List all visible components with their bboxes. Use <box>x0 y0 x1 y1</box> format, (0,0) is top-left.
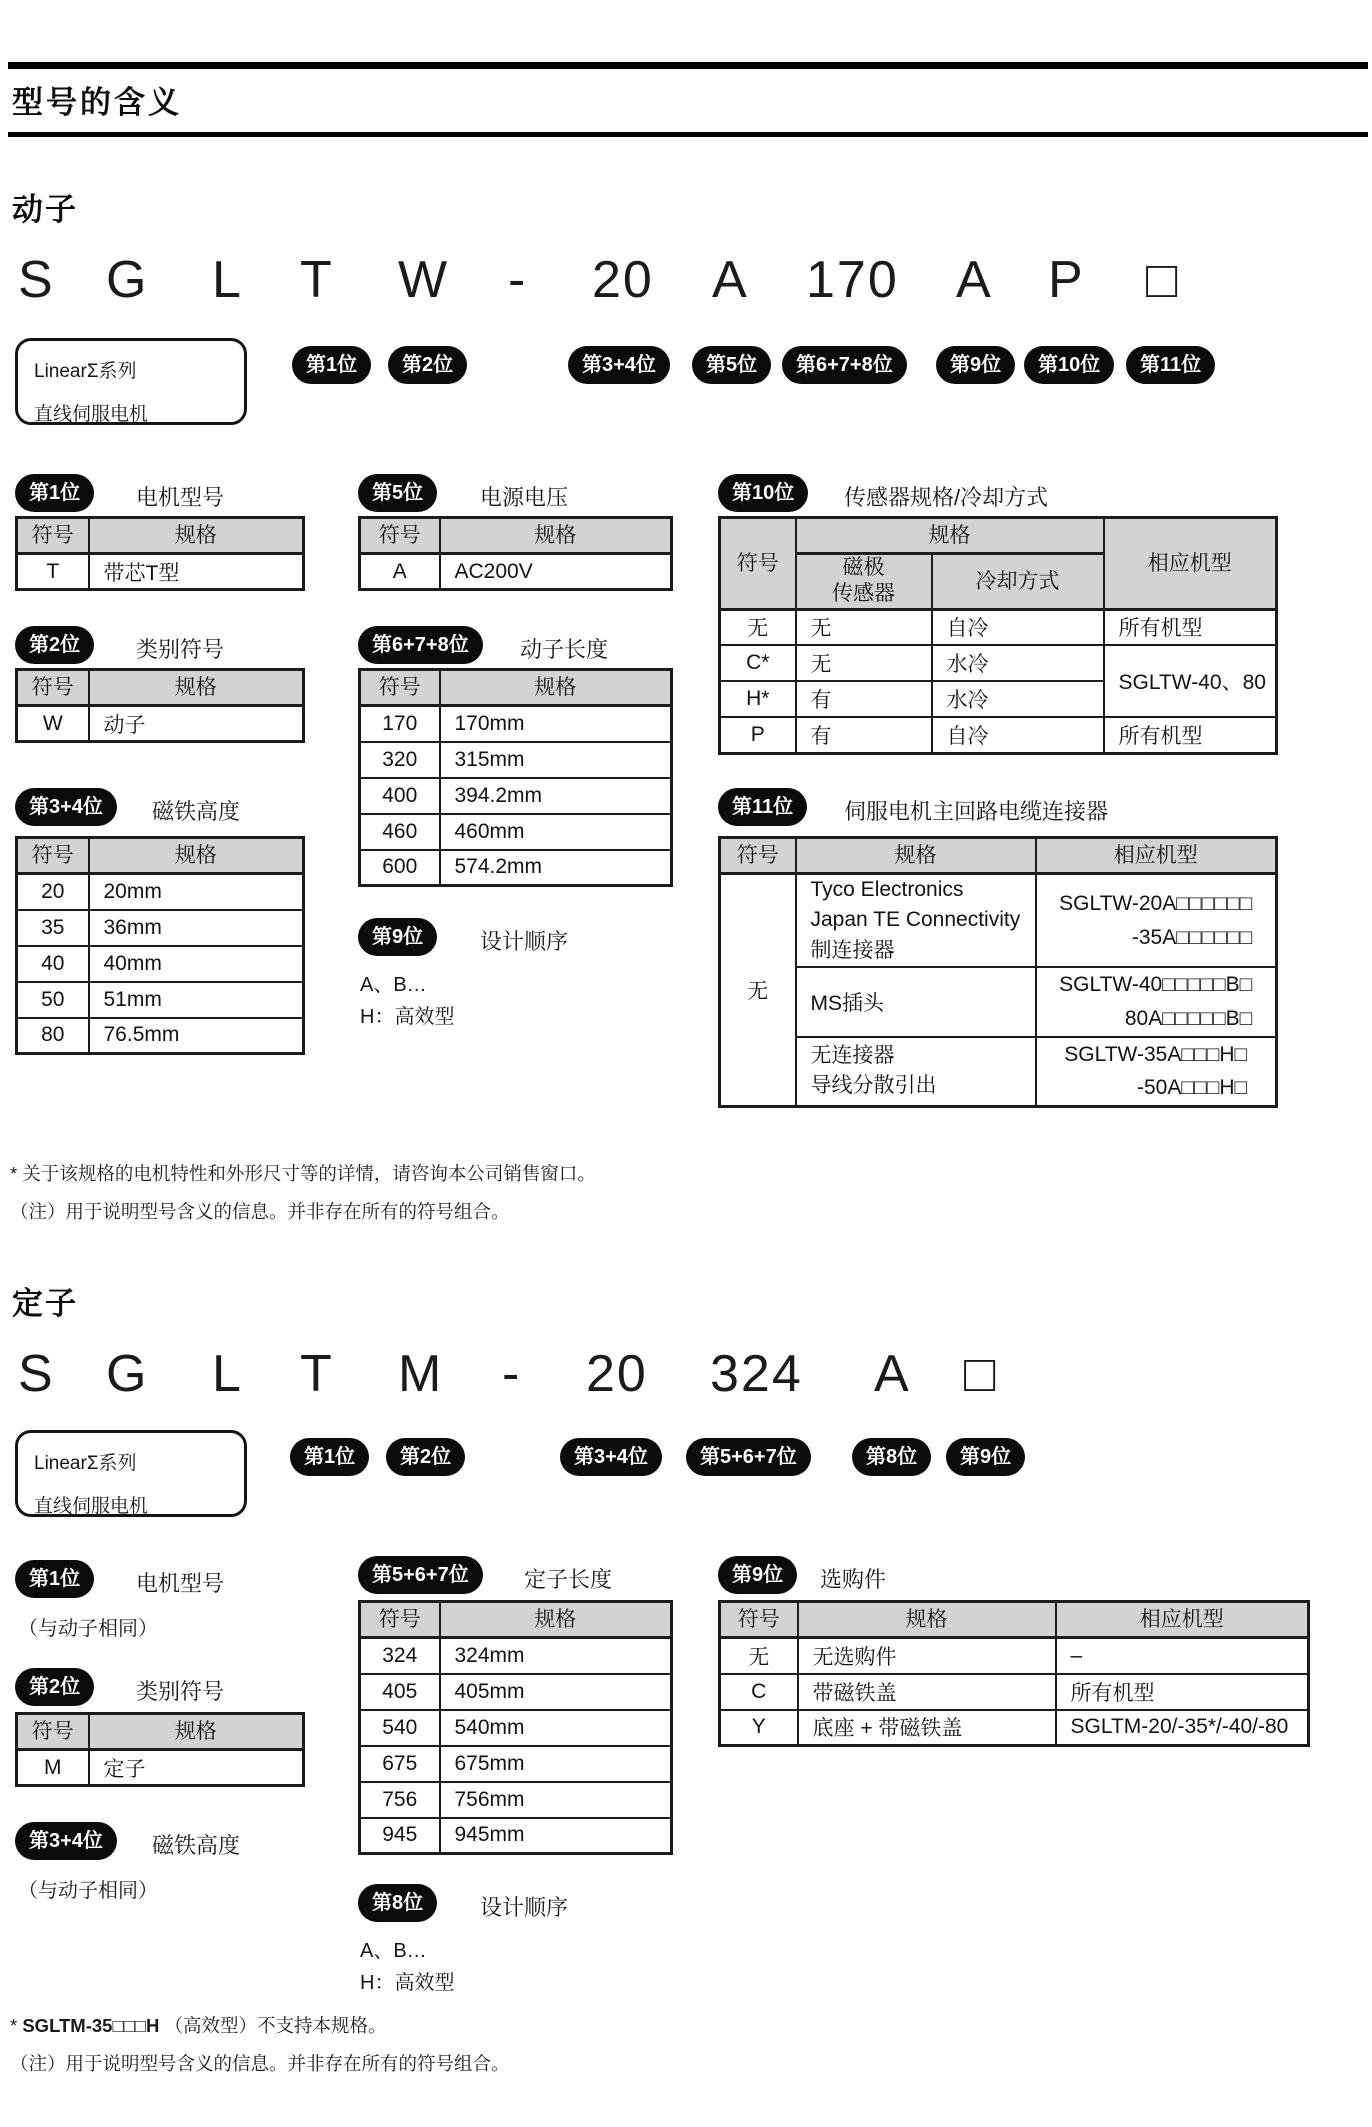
cell-spec: AC200V <box>440 554 672 590</box>
cell-spec: 定子 <box>89 1750 304 1786</box>
table-row <box>720 838 1277 874</box>
table-row <box>360 1818 672 1854</box>
cell-sym: 20 <box>17 874 89 910</box>
model-line: -50A□□□H□ <box>1136 1076 1248 1100</box>
cell-sensor: 无 <box>796 609 932 645</box>
cell-spec: 315mm <box>440 742 672 778</box>
sec-badge-digit1: 第1位 <box>15 1560 94 1598</box>
mover-model-char: L <box>212 251 243 309</box>
cell-spec <box>796 874 1036 968</box>
cell-sym: 35 <box>17 910 89 946</box>
badge-digit6-7-8: 第6+7+8位 <box>782 346 907 384</box>
stator-model-char: M <box>398 1345 444 1403</box>
table-row <box>17 706 304 742</box>
cell-spec: 40mm <box>89 946 304 982</box>
page-header <box>8 62 1368 137</box>
badge-digit5: 第5位 <box>692 346 771 384</box>
cell-sym: T <box>17 554 89 590</box>
cell-cooling: 水冷 <box>932 645 1104 681</box>
cell-cooling: 自冷 <box>932 609 1104 645</box>
table-row <box>17 1750 304 1786</box>
series-type: 直线伺服电机 <box>34 1496 149 1517</box>
sec-title-digit567: 定子长度 <box>524 1567 613 1592</box>
table-row <box>17 1018 304 1054</box>
cell-sym: A <box>360 554 440 590</box>
cell-sensor: 有 <box>796 717 932 753</box>
table-voltage <box>358 516 673 591</box>
col-header: 规格 <box>440 518 672 554</box>
cell-spec: 带磁铁盖 <box>798 1674 1056 1710</box>
cell-sym: 945 <box>360 1818 440 1854</box>
design-order-line: A、B… <box>360 974 427 996</box>
col-header-line: 磁极 <box>842 556 885 579</box>
table-motor-type <box>15 516 305 591</box>
sec-title-digit1: 电机型号 <box>136 485 225 510</box>
col-header: 符号 <box>360 518 440 554</box>
table-row <box>360 1746 672 1782</box>
sec-title-digit678: 动子长度 <box>520 637 609 662</box>
cell-sym: 40 <box>17 946 89 982</box>
cell-models: SGLTM-20/-35*/-40/-80 <box>1056 1710 1309 1746</box>
col-header: 符号 <box>720 518 796 610</box>
badge-digit9: 第9位 <box>936 346 1015 384</box>
cell-sym: 50 <box>17 982 89 1018</box>
cell-sym: M <box>17 1750 89 1786</box>
cell-sym: 无 <box>720 1638 798 1674</box>
table-row <box>17 838 304 874</box>
table-row <box>720 1638 1309 1674</box>
table-category <box>15 668 305 743</box>
col-header: 符号 <box>17 518 89 554</box>
table-row <box>360 554 672 590</box>
sec-title-digit2: 类别符号 <box>136 1679 225 1704</box>
series-type: 直线伺服电机 <box>34 404 149 425</box>
model-line: 80A□□□□□B□ <box>1124 1006 1253 1030</box>
cell-spec: 540mm <box>440 1710 672 1746</box>
sec-badge-digit2: 第2位 <box>15 626 94 664</box>
col-header: 符号 <box>720 838 796 874</box>
spec-line: Japan TE Connectivity <box>810 908 1021 932</box>
table-row <box>17 946 304 982</box>
table-row <box>360 1602 672 1638</box>
cell-sym: 460 <box>360 814 440 850</box>
col-header: 冷却方式 <box>932 554 1104 610</box>
col-header: 相应机型 <box>1104 518 1277 610</box>
footnote-model: SGLTM-35□□□H <box>22 2015 160 2036</box>
design-order-line: H：高效型 <box>360 1972 455 1994</box>
cell-cooling: 自冷 <box>932 717 1104 753</box>
sec-badge-digit34: 第3+4位 <box>15 1822 117 1860</box>
table-row <box>360 1674 672 1710</box>
col-header: 规格 <box>798 1602 1056 1638</box>
cell-spec: 405mm <box>440 1674 672 1710</box>
sec-title-digit34: 磁铁高度 <box>152 1833 241 1858</box>
mover-model-char: A <box>712 251 749 309</box>
sec-title-digit1: 电机型号 <box>136 1571 225 1596</box>
cell-spec: 170mm <box>440 706 672 742</box>
table-row <box>360 850 672 886</box>
cell-sym: 675 <box>360 1746 440 1782</box>
col-header: 规格 <box>440 670 672 706</box>
cell-spec: 324mm <box>440 1638 672 1674</box>
cell-spec: 36mm <box>89 910 304 946</box>
badge-digit1: 第1位 <box>290 1438 369 1476</box>
badge-digit2: 第2位 <box>386 1438 465 1476</box>
col-header-line: 传感器 <box>832 582 895 606</box>
table-row <box>17 518 304 554</box>
badge-digit5-6-7: 第5+6+7位 <box>686 1438 811 1476</box>
table-row <box>360 518 672 554</box>
cell-models: 所有机型 <box>1104 609 1277 645</box>
cell-spec: 675mm <box>440 1746 672 1782</box>
series-box <box>15 338 247 425</box>
sec-badge-digit9: 第9位 <box>358 918 437 956</box>
table-row <box>720 1037 1277 1107</box>
cell-spec: 574.2mm <box>440 850 672 886</box>
sec-title-digit9: 选购件 <box>820 1567 887 1592</box>
cell-sym: 324 <box>360 1638 440 1674</box>
col-header: 符号 <box>720 1602 798 1638</box>
table-mover-length <box>358 668 673 887</box>
mover-model-char: T <box>300 251 334 309</box>
col-header: 符号 <box>17 670 89 706</box>
mover-model-char: □ <box>1146 251 1180 309</box>
sec-badge-digit34: 第3+4位 <box>15 788 117 826</box>
cell-sym: Y <box>720 1710 798 1746</box>
col-header: 符号 <box>17 1714 89 1750</box>
table-connector <box>718 836 1278 1108</box>
badge-digit11: 第11位 <box>1126 346 1215 384</box>
badge-digit10: 第10位 <box>1024 346 1114 384</box>
cell-sym: 756 <box>360 1782 440 1818</box>
cell-sym: 540 <box>360 1710 440 1746</box>
table-row <box>17 910 304 946</box>
col-header: 规格 <box>440 1602 672 1638</box>
cell-spec: 756mm <box>440 1782 672 1818</box>
badge-digit9: 第9位 <box>946 1438 1025 1476</box>
table-row <box>17 670 304 706</box>
sec-badge-digit567: 第5+6+7位 <box>358 1556 483 1594</box>
mover-model-char: A <box>956 251 993 309</box>
cell-spec: MS插头 <box>796 967 1036 1036</box>
sec-title-digit5: 电源电压 <box>480 485 569 510</box>
cell-spec: 无选购件 <box>798 1638 1056 1674</box>
footnote-prefix: * <box>10 2015 23 2036</box>
cell-sym: 170 <box>360 706 440 742</box>
table-magnet-height <box>15 836 305 1055</box>
col-header: 规格 <box>796 838 1036 874</box>
cell-spec <box>796 1037 1036 1107</box>
col-header: 规格 <box>89 838 304 874</box>
sec-title-digit10: 传感器规格/冷却方式 <box>844 485 1049 510</box>
col-header: 规格 <box>89 518 304 554</box>
cell-models <box>1036 1037 1277 1107</box>
mover-section-title: 动子 <box>12 192 78 227</box>
cell-spec: 945mm <box>440 1818 672 1854</box>
stator-model-char: G <box>106 1345 149 1403</box>
series-name: LinearΣ系列 <box>34 1453 137 1474</box>
table-stator-length <box>358 1600 673 1855</box>
col-header: 符号 <box>360 1602 440 1638</box>
sec-badge-digit8: 第8位 <box>358 1884 437 1922</box>
table-row <box>360 706 672 742</box>
cell-sym: 80 <box>17 1018 89 1054</box>
mover-model-char: 20 <box>592 251 654 309</box>
footnote: （注）用于说明型号含义的信息。并非存在所有的符号组合。 <box>10 2053 510 2074</box>
stator-model-char: 20 <box>586 1345 648 1403</box>
table-category <box>15 1712 305 1787</box>
col-header: 符号 <box>17 838 89 874</box>
cell-sym: 无 <box>720 609 796 645</box>
sec-badge-digit9: 第9位 <box>718 1556 797 1594</box>
design-order-line: A、B… <box>360 1940 427 1962</box>
col-header: 规格 <box>89 670 304 706</box>
cell-spec: 460mm <box>440 814 672 850</box>
table-row <box>360 742 672 778</box>
cell-sym: W <box>17 706 89 742</box>
series-box <box>15 1430 247 1517</box>
footnote: （注）用于说明型号含义的信息。并非存在所有的符号组合。 <box>10 1201 510 1222</box>
sec-title-digit8: 设计顺序 <box>480 1895 569 1920</box>
table-row <box>720 645 1277 681</box>
mover-model-char: P <box>1048 251 1085 309</box>
table-row <box>720 518 1277 554</box>
stator-model-char: A <box>874 1345 911 1403</box>
table-row <box>720 967 1277 1036</box>
cell-sym: 400 <box>360 778 440 814</box>
cell-sensor: 有 <box>796 681 932 717</box>
cell-spec: 20mm <box>89 874 304 910</box>
spec-line: 无连接器 <box>810 1043 895 1067</box>
table-row <box>360 814 672 850</box>
cell-models: 所有机型 <box>1104 717 1277 753</box>
col-header: 规格 <box>89 1714 304 1750</box>
badge-digit3-4: 第3+4位 <box>568 346 670 384</box>
sec-badge-digit5: 第5位 <box>358 474 437 512</box>
cell-spec: 76.5mm <box>89 1018 304 1054</box>
table-row <box>360 670 672 706</box>
sec-title-digit34: 磁铁高度 <box>152 799 241 824</box>
table-row <box>17 874 304 910</box>
spec-line: 制连接器 <box>810 938 895 962</box>
cell-sym: H* <box>720 681 796 717</box>
badge-digit1: 第1位 <box>292 346 371 384</box>
stator-model-char: S <box>18 1345 55 1403</box>
stator-model-char: □ <box>964 1345 998 1403</box>
badge-digit2: 第2位 <box>388 346 467 384</box>
col-header <box>796 554 932 610</box>
cell-models: – <box>1056 1638 1309 1674</box>
table-options <box>718 1600 1310 1747</box>
model-line: SGLTW-20A□□□□□□ <box>1059 892 1253 916</box>
model-line: SGLTW-35A□□□H□ <box>1064 1042 1248 1066</box>
page-title: 型号的含义 <box>12 85 182 120</box>
table-row <box>17 982 304 1018</box>
cell-sym: C* <box>720 645 796 681</box>
spec-line: Tyco Electronics <box>810 878 964 901</box>
mover-model-char: G <box>106 251 149 309</box>
same-as-mover-note: （与动子相同） <box>18 1618 158 1640</box>
badge-digit3-4: 第3+4位 <box>560 1438 662 1476</box>
sec-badge-digit11: 第11位 <box>718 788 807 826</box>
col-header: 规格 <box>796 518 1104 554</box>
sec-badge-digit10: 第10位 <box>718 474 808 512</box>
cell-models <box>1036 967 1277 1036</box>
table-row <box>360 1710 672 1746</box>
sec-badge-digit2: 第2位 <box>15 1668 94 1706</box>
table-row <box>360 1782 672 1818</box>
sec-badge-digit678: 第6+7+8位 <box>358 626 483 664</box>
footnote <box>10 2012 387 2038</box>
cell-spec: 394.2mm <box>440 778 672 814</box>
design-order-line: H：高效型 <box>360 1006 455 1028</box>
col-header: 相应机型 <box>1036 838 1277 874</box>
cell-spec: 底座 + 带磁铁盖 <box>798 1710 1056 1746</box>
spec-line: 导线分散引出 <box>810 1074 937 1098</box>
mover-model-char: - <box>508 251 528 309</box>
cell-sym: P <box>720 717 796 753</box>
table-row <box>720 1710 1309 1746</box>
cell-spec: 带芯T型 <box>89 554 304 590</box>
mover-model-char: W <box>398 251 450 309</box>
mover-model-char: S <box>18 251 55 309</box>
cell-sym: 320 <box>360 742 440 778</box>
stator-model-char: T <box>300 1345 334 1403</box>
col-header: 相应机型 <box>1056 1602 1309 1638</box>
table-row <box>360 778 672 814</box>
cell-models <box>1036 874 1277 968</box>
sec-title-digit2: 类别符号 <box>136 637 225 662</box>
table-row <box>17 554 304 590</box>
table-row <box>720 1674 1309 1710</box>
cell-spec: 51mm <box>89 982 304 1018</box>
table-row <box>17 1714 304 1750</box>
model-line: SGLTW-40□□□□□B□ <box>1059 973 1253 997</box>
stator-model-char: - <box>502 1345 522 1403</box>
sec-badge-digit1: 第1位 <box>15 474 94 512</box>
footnote: * 关于该规格的电机特性和外形尺寸等的详情，请咨询本公司销售窗口。 <box>10 1163 596 1184</box>
table-row <box>360 1638 672 1674</box>
stator-section-title: 定子 <box>12 1286 78 1321</box>
cell-sym: 405 <box>360 1674 440 1710</box>
cell-sym: 600 <box>360 850 440 886</box>
sec-title-digit9: 设计顺序 <box>480 929 569 954</box>
cell-sensor: 无 <box>796 645 932 681</box>
table-row <box>720 1602 1309 1638</box>
model-line: -35A□□□□□□ <box>1131 925 1253 949</box>
table-row <box>720 609 1277 645</box>
col-header: 符号 <box>360 670 440 706</box>
cell-sym: 无 <box>720 874 796 1107</box>
table-sensor-cooling <box>718 516 1278 755</box>
cell-sym: C <box>720 1674 798 1710</box>
stator-model-char: L <box>212 1345 243 1403</box>
stator-model-char: 324 <box>710 1345 803 1403</box>
badge-digit8: 第8位 <box>852 1438 931 1476</box>
mover-model-char: 170 <box>806 251 899 309</box>
sec-title-digit11: 伺服电机主回路电缆连接器 <box>844 799 1109 824</box>
footnote-rest: （高效型）不支持本规格。 <box>159 2015 387 2036</box>
cell-cooling: 水冷 <box>932 681 1104 717</box>
table-row <box>720 874 1277 968</box>
series-name: LinearΣ系列 <box>34 361 137 382</box>
cell-models: SGLTW-40、80 <box>1104 645 1277 717</box>
same-as-mover-note: （与动子相同） <box>18 1880 158 1902</box>
cell-spec: 动子 <box>89 706 304 742</box>
cell-models: 所有机型 <box>1056 1674 1309 1710</box>
table-row <box>720 717 1277 753</box>
